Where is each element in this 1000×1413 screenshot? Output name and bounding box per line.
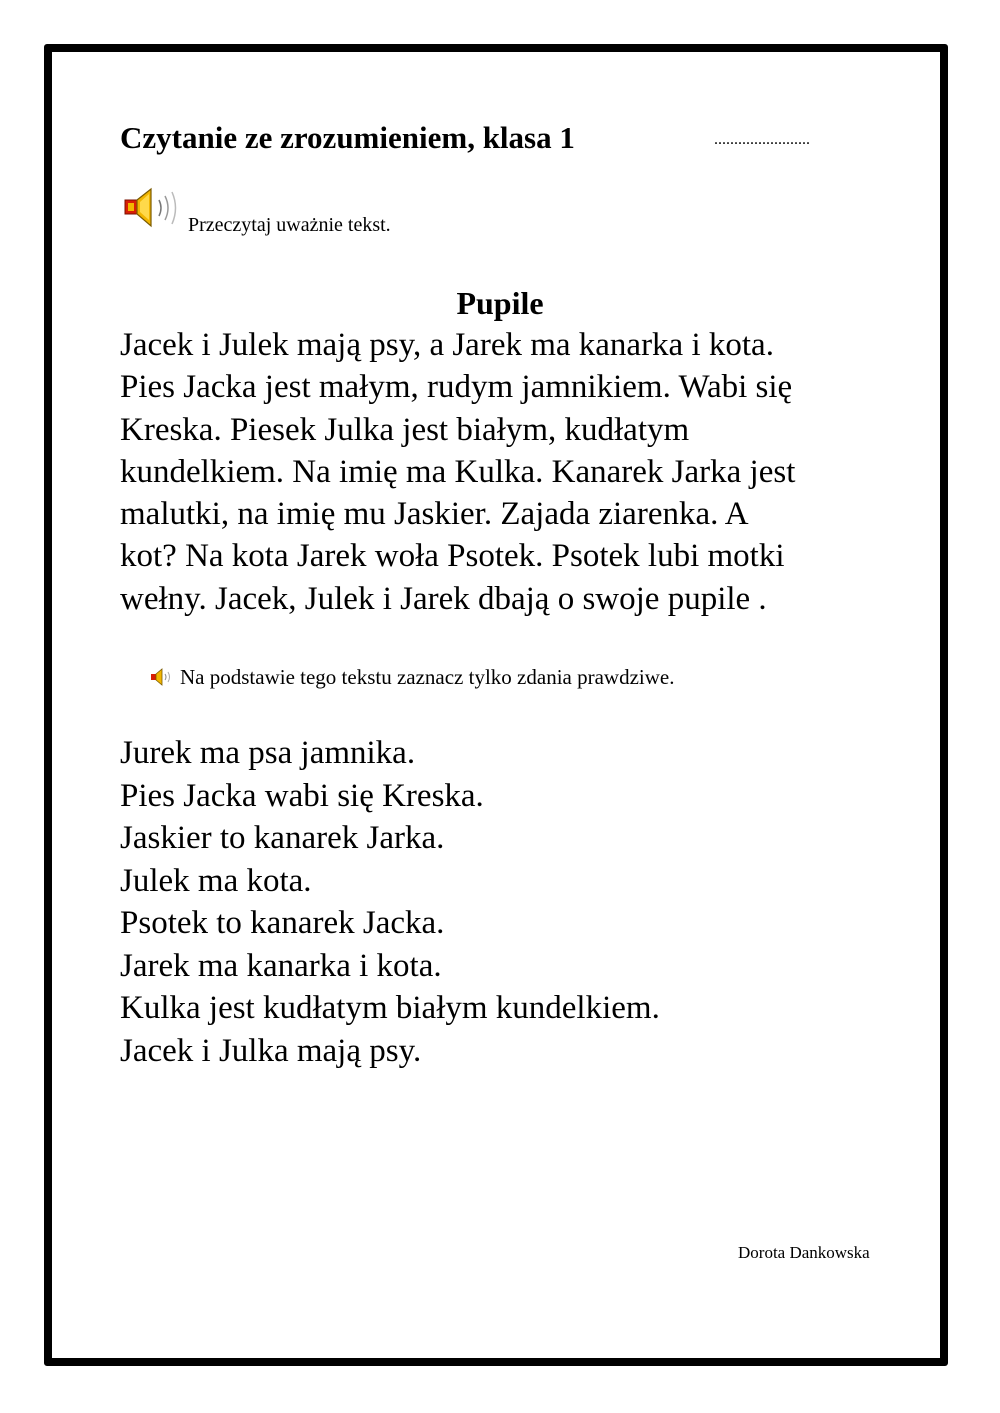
sentence-option[interactable]: Psotek to kanarek Jacka.: [120, 905, 445, 941]
speaker-icon[interactable]: [123, 186, 183, 230]
page-border: [44, 44, 948, 1366]
sentence-list: [120, 732, 660, 1072]
sentence-option[interactable]: Julek ma kota.: [120, 862, 312, 899]
sentence-option[interactable]: Kulka jest kudłatym białym kundelkiem.: [120, 990, 660, 1026]
story-line: malutki, na imię mu Jaskier. Zajada ziarenka. A: [120, 496, 749, 533]
mark-instruction: Na podstawie tego tekstu zaznacz tylko zdania prawdziwe.: [180, 665, 675, 689]
sentence-option[interactable]: Jaskier to kanarek Jarka.: [120, 820, 445, 856]
story-line: Pies Jacka jest małym, rudym jamnikiem. Wabi się: [120, 369, 793, 406]
sentence-option[interactable]: Pies Jacka wabi się Kreska.: [120, 777, 484, 814]
name-field-line[interactable]: ........................: [714, 131, 810, 148]
sentence-option[interactable]: Jurek ma psa jamnika.: [120, 735, 416, 771]
story-line: Jacek i Julek mają psy, a Jarek ma kanarka i kota.: [120, 327, 774, 363]
speaker-icon[interactable]: [150, 667, 176, 687]
sentence-option[interactable]: Jarek ma kanarka i kota.: [120, 947, 442, 984]
story-text: [120, 324, 900, 620]
sentence-option[interactable]: Jacek i Julka mają psy.: [120, 1032, 422, 1069]
read-instruction: Przeczytaj uważnie tekst.: [188, 214, 391, 236]
worksheet-title: Czytanie ze zrozumieniem, klasa 1: [120, 120, 575, 155]
story-title: Pupile: [456, 285, 544, 321]
story-line: kot? Na kota Jarek woła Psotek. Psotek lubi motki: [120, 538, 785, 575]
author-name: Dorota Dankowska: [738, 1243, 870, 1262]
story-line: Kreska. Piesek Julka jest białym, kudłatym: [120, 411, 690, 448]
story-line: wełny. Jacek, Julek i Jarek dbają o swoje pupile .: [120, 580, 767, 617]
story-line: kundelkiem. Na imię ma Kulka. Kanarek Jarka jest: [120, 453, 796, 490]
